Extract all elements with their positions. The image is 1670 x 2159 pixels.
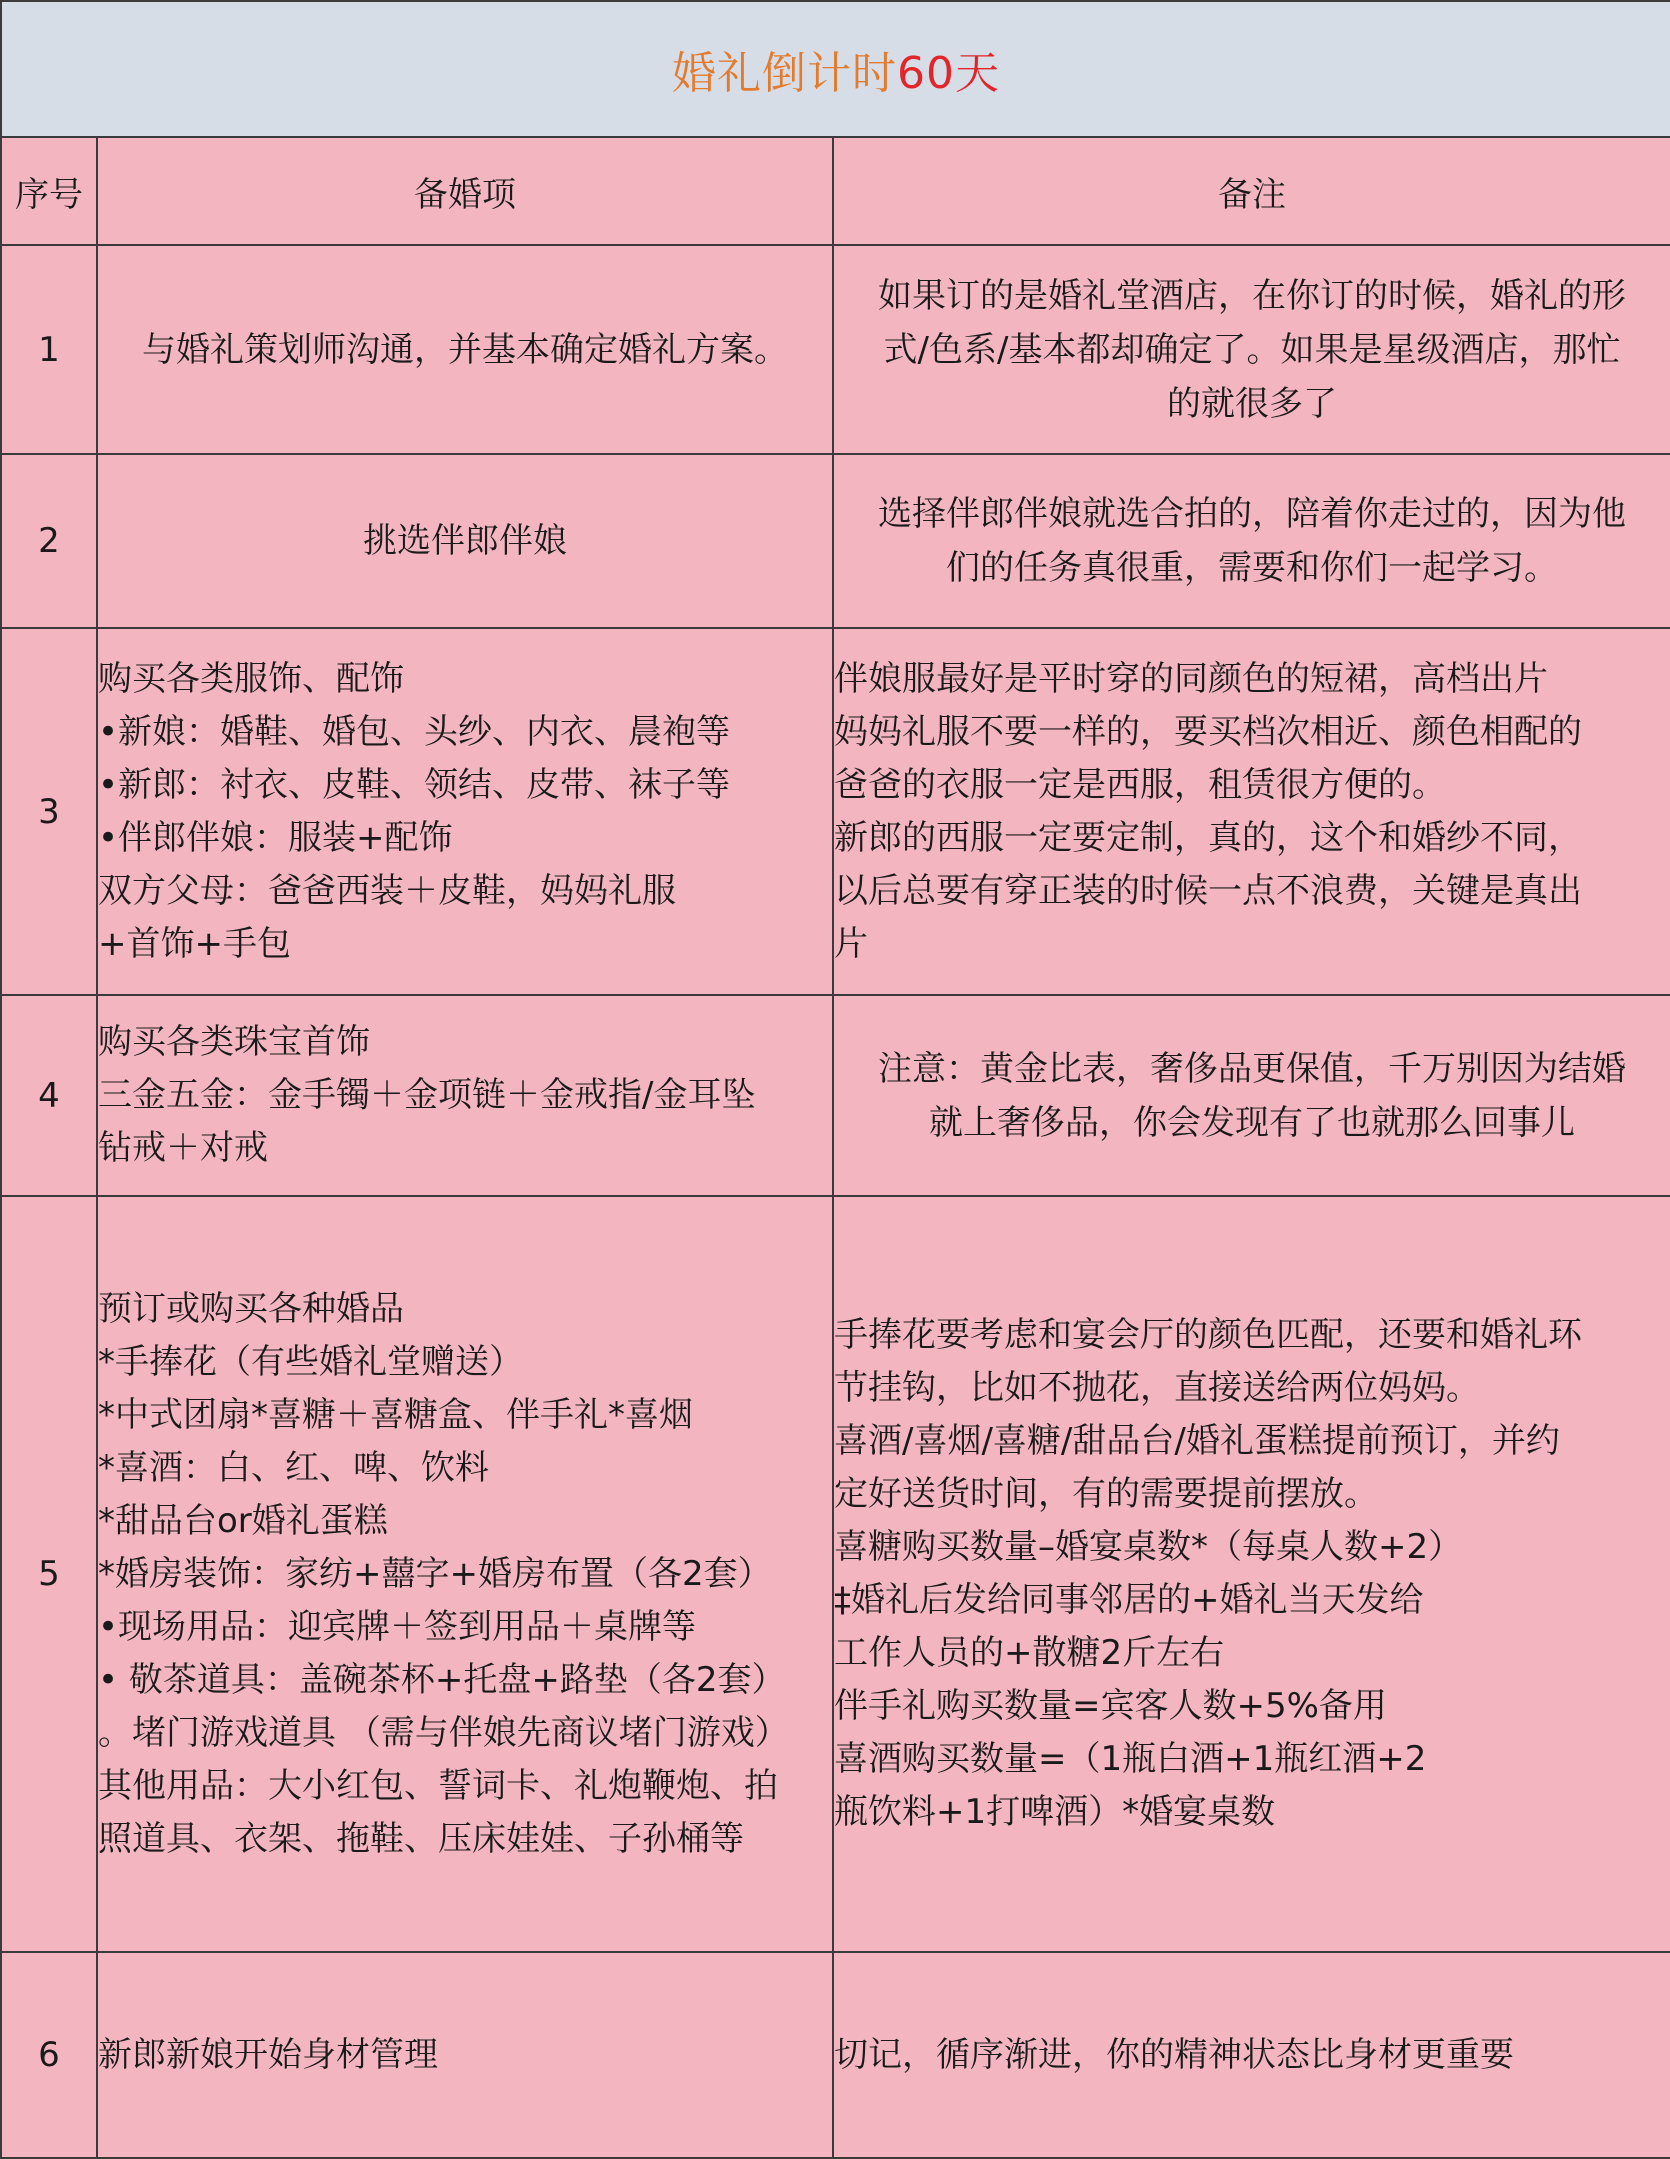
note-line: 喜酒购买数量=（1瓶白酒+1瓶红酒+2 [834,1739,1427,1779]
item-line: 双方父母：爸爸西装＋皮鞋，妈妈礼服 [98,870,676,911]
item-line: *甜品台or婚礼蛋糕 [98,1500,388,1541]
item-line: 钻戒＋对戒 [98,1128,268,1168]
row-note [833,245,1670,454]
note-line: 注意：黄金比表，奢侈品更保值，千万别因为结婚 [878,1048,1626,1089]
header-row [1,137,1670,245]
note-line: 就上奢侈品，你会发现有了也就那么回事儿 [929,1102,1575,1143]
row-note [833,454,1670,628]
item-line: *喜酒：白、红、啤、饮料 [98,1447,489,1488]
table-row [1,1196,1670,1952]
item-line: *中式团扇*喜糖＋喜糖盒、伴手礼*喜烟 [98,1394,693,1435]
item-line: 其他用品：大小红包、誓词卡、礼炮鞭炮、拍 [98,1765,778,1806]
item-line: *手捧花（有些婚礼堂赠送） [98,1341,523,1382]
title-row [1,1,1670,137]
note-line: ‡婚礼后发给同事邻居的+婚礼当天发给 [834,1580,1424,1620]
note-line: 们的任务真很重，需要和你们一起学习。 [946,548,1558,588]
title-accent: 60天 [897,48,1000,99]
item-line: 照道具、衣架、拖鞋、压床娃娃、子孙桶等 [98,1818,744,1859]
item-line: 购买各类服饰、配饰 [98,658,404,699]
note-line: 伴手礼购买数量=宾客人数+5%备用 [834,1686,1387,1726]
row-item [97,1952,833,2158]
item-line: *婚房装饰：家纺+囍字+婚房布置（各2套） [98,1553,772,1594]
table-row [1,245,1670,454]
item-line: 挑选伴郎伴娘 [363,521,567,561]
note-line: 妈妈礼服不要一样的，要买档次相近、颜色相配的 [834,711,1582,752]
row-index: 6 [1,1952,97,2158]
item-line: 预订或购买各种婚品 [98,1288,404,1329]
row-index: 3 [1,628,97,995]
note-line: 节挂钩，比如不抛花，直接送给两位妈妈。 [834,1368,1480,1408]
row-item [97,245,833,454]
row-index: 4 [1,995,97,1196]
header-index: 序号 [1,137,97,245]
table-row [1,995,1670,1196]
item-line: +首饰+手包 [98,923,291,964]
note-line: 伴娘服最好是平时穿的同颜色的短裙，高档出片 [834,658,1548,699]
row-item [97,1196,833,1952]
item-line: •新郎：衬衣、皮鞋、领结、皮带、袜子等 [98,764,731,805]
row-index: 2 [1,454,97,628]
item-line: •新娘：婚鞋、婚包、头纱、内衣、晨袍等 [98,711,731,752]
note-line: 工作人员的+散糖2斤左右 [834,1633,1225,1673]
row-note [833,628,1670,995]
note-line: 以后总要有穿正装的时候一点不浪费，关键是真出 [834,870,1582,911]
table-row [1,628,1670,995]
note-line: 爸爸的衣服一定是西服，租赁很方便的。 [834,764,1446,805]
item-line: 与婚礼策划师沟通，并基本确定婚礼方案。 [142,329,788,370]
row-note [833,1196,1670,1952]
note-line: 手捧花要考虑和宴会厅的颜色匹配，还要和婚礼环 [834,1315,1582,1355]
note-line: 选择伴郎伴娘就选合拍的，陪着你走过的，因为他 [878,494,1626,534]
table-row [1,1952,1670,2158]
row-item [97,454,833,628]
row-note [833,995,1670,1196]
row-item [97,628,833,995]
item-line: 三金五金：金手镯＋金项链＋金戒指/金耳坠 [98,1075,756,1115]
item-line: 。堵门游戏道具 （需与伴娘先商议堵门游戏） [98,1712,789,1753]
item-line: 购买各类珠宝首饰 [98,1022,370,1062]
note-line: 喜糖购买数量–婚宴桌数*（每桌人数+2） [834,1527,1463,1567]
table-row [1,454,1670,628]
note-line: 定好送货时间，有的需要提前摆放。 [834,1474,1378,1514]
row-index: 1 [1,245,97,454]
note-line: 如果订的是婚礼堂酒店，在你订的时候，婚礼的形 [878,275,1626,316]
item-line: •现场用品：迎宾牌＋签到用品＋桌牌等 [98,1606,697,1647]
note-line: 瓶饮料+1打啤酒）*婚宴桌数 [834,1792,1276,1832]
item-line: • 敬茶道具：盖碗茶杯+托盘+路垫（各2套） [98,1659,786,1700]
row-index: 5 [1,1196,97,1952]
header-item: 备婚项 [97,137,833,245]
note-line: 喜酒/喜烟/喜糖/甜品台/婚礼蛋糕提前预订，并约 [834,1421,1560,1461]
header-note: 备注 [833,137,1670,245]
row-note [833,1952,1670,2158]
note-line: 切记，循序渐进，你的精神状态比身材更重要 [834,2034,1514,2075]
table-title [1,1,1670,137]
note-line: 式/色系/基本都却确定了。如果是星级酒店，那忙 [883,329,1621,370]
item-line: 新郎新娘开始身材管理 [98,2034,438,2075]
note-line: 片 [834,923,868,964]
item-line: •伴郎伴娘：服装+配饰 [98,817,453,858]
title-main: 婚礼倒计时 [672,48,897,99]
row-item [97,995,833,1196]
note-line: 的就很多了 [1167,383,1337,424]
note-line: 新郎的西服一定要定制，真的，这个和婚纱不同， [834,817,1582,858]
